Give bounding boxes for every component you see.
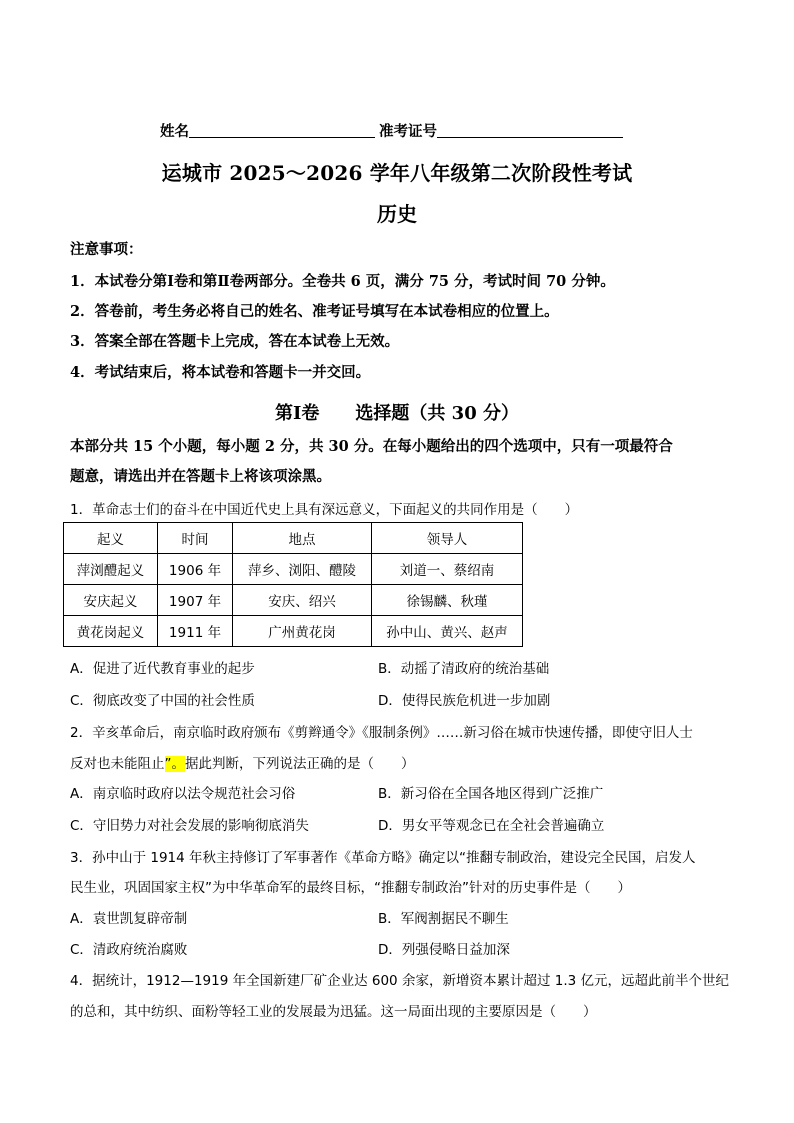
question-4-stem: 4．据统计，1912—1919 年全国新建厂矿企业达 600 余家，新增资本累计超过 1.3 亿元，远超此前半个世纪 <box>70 973 729 989</box>
name-label: 姓名 <box>160 123 189 140</box>
notice-item: 4．考试结束后，将本试卷和答题卡一并交回。 <box>70 364 371 381</box>
table-cell: 广州黄花岗 <box>233 616 372 647</box>
table-cell: 孙中山、黄兴、赵声 <box>372 616 523 647</box>
option-c: C．彻底改变了中国的社会性质 <box>70 693 255 709</box>
stem-text: 据此判断，下列说法正确的是（ ） <box>185 756 415 772</box>
table-row <box>64 616 523 647</box>
table-header-cell: 地点 <box>233 523 372 554</box>
table-cell: 刘道一、蔡绍南 <box>372 554 523 585</box>
option-c: C．守旧势力对社会发展的影响彻底消失 <box>70 818 309 834</box>
question-3-stem-line2: 民生业，巩固国家主权”为中华革命军的最终目标，“推翻专制政治”针对的历史事件是（ ） <box>70 880 631 896</box>
question-1-stem: 1．革命志士们的奋斗在中国近代史上具有深远意义，下面起义的共同作用是（ ） <box>70 502 579 518</box>
table-cell: 萍乡、浏阳、醴陵 <box>233 554 372 585</box>
section-part: 第Ⅰ卷 <box>274 403 320 424</box>
table-cell: 1907 年 <box>158 585 233 616</box>
table-cell: 黄花岗起义 <box>64 616 158 647</box>
question-4-stem-line2: 的总和，其中纺织、面粉等轻工业的发展最为迅猛。这一局面出现的主要原因是（ ） <box>70 1004 597 1020</box>
option-d: D．使得民族危机进一步加剧 <box>378 693 551 709</box>
candidate-info-line <box>160 120 640 141</box>
table-cell: 安庆、绍兴 <box>233 585 372 616</box>
question-2-stem-line2 <box>70 752 732 772</box>
table-cell: 萍浏醴起义 <box>64 554 158 585</box>
table-cell: 徐锡麟、秋瑾 <box>372 585 523 616</box>
option-b: B．新习俗在全国各地区得到广泛推广 <box>378 786 604 802</box>
option-b: B．动摇了清政府的统治基础 <box>378 661 550 677</box>
section-title <box>0 399 794 425</box>
option-b: B．军阀割据民不聊生 <box>378 911 509 927</box>
option-a: A．袁世凯复辟帝制 <box>70 911 188 927</box>
table-header-cell: 领导人 <box>372 523 523 554</box>
notice-item: 1．本试卷分第Ⅰ卷和第Ⅱ卷两部分。全卷共 6 页，满分 75 分，考试时间 70 分钟。 <box>70 273 615 290</box>
highlighted-text: ”。 <box>164 756 185 772</box>
table-header-cell: 起义 <box>64 523 158 554</box>
option-d: D．列强侵略日益加深 <box>378 942 510 958</box>
id-blank[interactable] <box>437 123 623 138</box>
table-row <box>64 585 523 616</box>
question-2-stem: 2．辛亥革命后，南京临时政府颁布《剪辫通令》《服制条例》……新习俗在城市快速传播，即使守旧人士 <box>70 725 693 741</box>
table-cell: 安庆起义 <box>64 585 158 616</box>
table-cell: 1906 年 <box>158 554 233 585</box>
subject-title: 历史 <box>377 202 417 226</box>
question-3-stem: 3．孙中山于 1914 年秋主持修订了军事著作《革命方略》确定以“推翻专制政治，建设完全民国，启发人 <box>70 850 696 866</box>
option-d: D．男女平等观念已在全社会普遍确立 <box>378 818 605 834</box>
table-header-cell: 时间 <box>158 523 233 554</box>
section-intro: 题意，请选出并在答题卡上将该项涂黑。 <box>70 468 331 485</box>
section-name: 选择题（共 30 分） <box>355 403 519 424</box>
table-cell: 1911 年 <box>158 616 233 647</box>
uprising-table <box>63 522 523 647</box>
stem-text: 反对也未能阻止 <box>70 756 165 772</box>
option-a: A．促进了近代教育事业的起步 <box>70 661 255 677</box>
notice-item: 2．答卷前，考生务必将自己的姓名、准考证号填写在本试卷相应的位置上。 <box>70 303 559 320</box>
notice-item: 3．答案全部在答题卡上完成，答在本试卷上无效。 <box>70 333 400 350</box>
option-c: C．清政府统治腐败 <box>70 942 188 958</box>
notice-heading: 注意事项： <box>70 241 143 258</box>
name-blank[interactable] <box>189 123 375 138</box>
section-intro: 本部分共 15 个小题，每小题 2 分，共 30 分。在每小题给出的四个选项中，只有一项最符合 <box>70 438 673 455</box>
table-row <box>64 554 523 585</box>
id-label: 准考证号 <box>379 123 437 140</box>
exam-title: 运城市 2025～2026 学年八年级第二次阶段性考试 <box>161 161 633 185</box>
option-a: A．南京临时政府以法令规范社会习俗 <box>70 786 296 802</box>
table-header-row <box>64 523 523 554</box>
